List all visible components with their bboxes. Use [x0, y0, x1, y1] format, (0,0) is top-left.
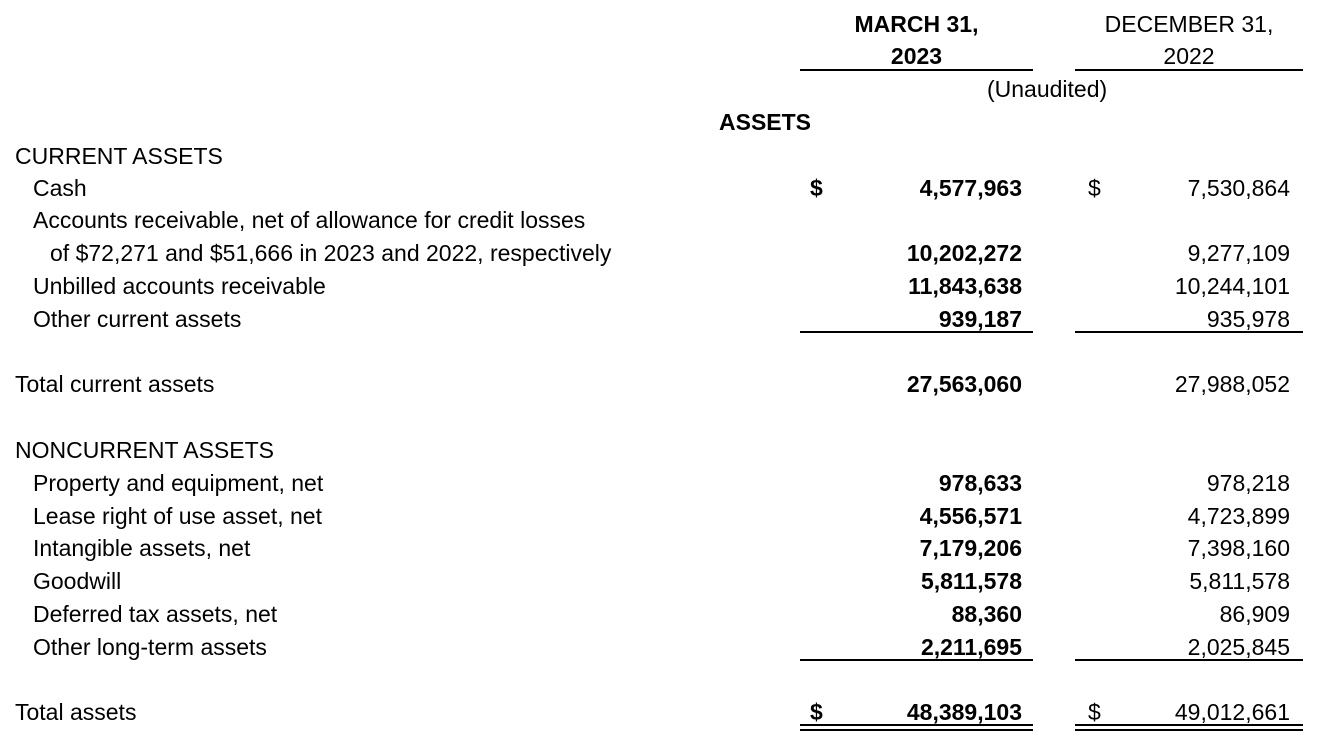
- lease-value-2023: 4,556,571: [919, 503, 1022, 529]
- other-lt-value-2023: 2,211,695: [920, 634, 1022, 660]
- other-lt-label: Other long-term assets: [33, 634, 267, 660]
- column-header-march-line2: 2023: [890, 43, 943, 69]
- unbilled-label: Unbilled accounts receivable: [33, 273, 326, 299]
- subtotal-rule-2023: [800, 331, 1033, 333]
- column-header-december-line1: DECEMBER 31,: [1104, 11, 1274, 37]
- total-assets-dollar-2022: $: [1088, 699, 1101, 725]
- ppe-value-2023: 978,633: [938, 470, 1022, 496]
- other-current-value-2023: 939,187: [938, 306, 1022, 332]
- ar-label-line1: Accounts receivable, net of allowance for credit losses: [33, 207, 586, 233]
- other-lt-value-2022: 2,025,845: [1187, 634, 1290, 660]
- ppe-label: Property and equipment, net: [33, 470, 324, 496]
- double-rule-bottom-2023: [800, 729, 1033, 731]
- header-rule-2022: [1075, 69, 1303, 71]
- goodwill-label: Goodwill: [33, 568, 122, 594]
- ar-value-2023: 10,202,272: [906, 240, 1022, 266]
- cash-value-2023: 4,577,963: [919, 175, 1022, 201]
- cash-dollar-2023: $: [810, 175, 823, 201]
- double-rule-bottom-2022: [1075, 729, 1303, 731]
- double-rule-top-2023: [800, 724, 1033, 726]
- goodwill-value-2023: 5,811,578: [920, 568, 1022, 594]
- other-current-value-2022: 935,978: [1206, 306, 1290, 332]
- other-current-label: Other current assets: [33, 306, 242, 332]
- double-rule-top-2022: [1075, 724, 1303, 726]
- unbilled-value-2022: 10,244,101: [1174, 273, 1290, 299]
- unaudited-note: (Unaudited): [987, 76, 1108, 102]
- total-assets-value-2023: 48,389,103: [906, 699, 1022, 725]
- lease-label: Lease right of use asset, net: [33, 503, 322, 529]
- deferred-tax-value-2022: 86,909: [1219, 601, 1290, 627]
- cash-label: Cash: [33, 175, 87, 201]
- noncurrent-assets-heading: NONCURRENT ASSETS: [15, 437, 275, 463]
- subtotal-rule-2022: [1075, 331, 1303, 333]
- column-header-march-line1: MARCH 31,: [854, 11, 979, 37]
- section-title-assets: ASSETS: [719, 109, 812, 135]
- ar-label-line2: of $72,271 and $51,666 in 2023 and 2022, respectively: [50, 240, 612, 266]
- lease-value-2022: 4,723,899: [1187, 503, 1290, 529]
- total-current-value-2022: 27,988,052: [1174, 371, 1290, 397]
- unbilled-value-2023: 11,843,638: [908, 273, 1022, 299]
- cash-value-2022: 7,530,864: [1187, 175, 1290, 201]
- current-assets-heading: CURRENT ASSETS: [15, 143, 223, 169]
- intangible-value-2022: 7,398,160: [1187, 535, 1290, 561]
- noncurrent-rule-2022: [1075, 659, 1303, 661]
- noncurrent-rule-2023: [800, 659, 1033, 661]
- column-header-december-line2: 2022: [1163, 43, 1215, 69]
- total-current-label: Total current assets: [15, 371, 215, 397]
- total-assets-value-2022: 49,012,661: [1174, 699, 1290, 725]
- header-rule-2023: [800, 69, 1033, 71]
- total-current-value-2023: 27,563,060: [906, 371, 1022, 397]
- ar-value-2022: 9,277,109: [1187, 240, 1290, 266]
- total-assets-dollar-2023: $: [810, 699, 823, 725]
- deferred-tax-label: Deferred tax assets, net: [33, 601, 278, 627]
- total-assets-label: Total assets: [15, 699, 137, 725]
- ppe-value-2022: 978,218: [1206, 470, 1290, 496]
- intangible-label: Intangible assets, net: [33, 535, 251, 561]
- goodwill-value-2022: 5,811,578: [1189, 568, 1290, 594]
- intangible-value-2023: 7,179,206: [919, 535, 1022, 561]
- cash-dollar-2022: $: [1088, 175, 1101, 201]
- deferred-tax-value-2023: 88,360: [951, 601, 1022, 627]
